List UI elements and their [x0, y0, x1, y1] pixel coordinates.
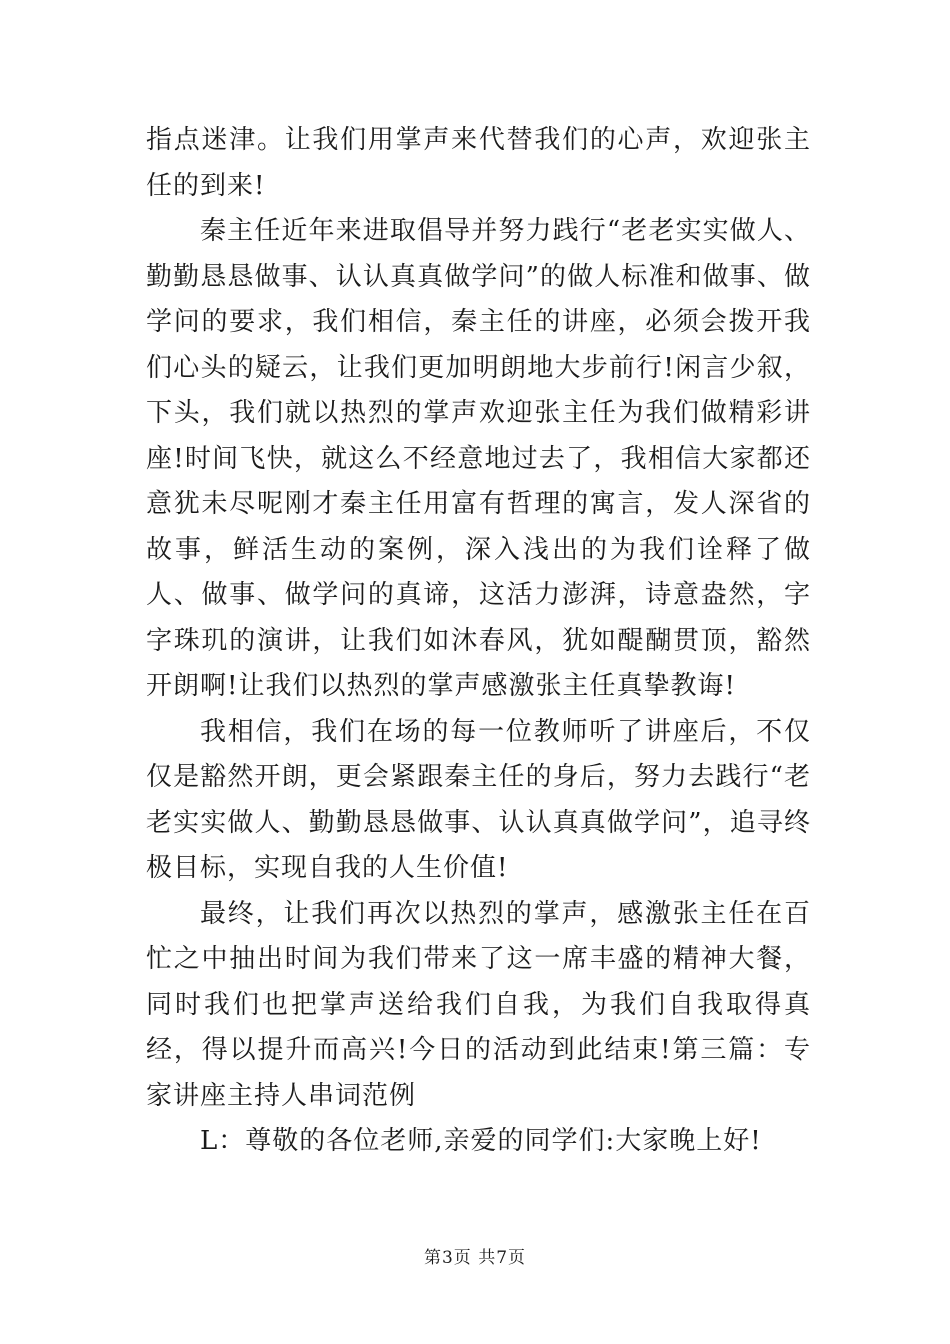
- document-body: [146, 118, 811, 1165]
- paragraph-4: 最终，让我们再次以热烈的掌声，感激张主任在百忙之中抽出时间为我们带来了这一席丰盛的精神大餐，同时我们也把掌声送给我们自我，为我们自我取得真经，得以提升而高兴!今日的活动到此结束!第三篇：专家讲座主持人串词范例: [146, 898, 811, 1111]
- paragraph-2: 秦主任近年来进取倡导并努力践行“老老实实做人、勤勤恳恳做事、认认真真做学问”的做人标准和做事、做学问的要求，我们相信，秦主任的讲座，必须会拨开我们心头的疑云，让我们更加明朗地大步前行!闲言少叙，下头，我们就以热烈的掌声欢迎张主任为我们做精彩讲座!时间飞快，就这么不经意地过去了，我相信大家都还意犹未尽呢刚才秦主任用富有哲理的寓言，发人深省的故事，鲜活生动的案例，深入浅出的为我们诠释了做人、做事、做学问的真谛，这活力澎湃，诗意盎然，字字珠玑的演讲，让我们如沐春风，犹如醍醐贯顶，豁然开朗啊!让我们以热烈的掌声感激张主任真挚教诲!: [146, 216, 811, 701]
- paragraph-1: 指点迷津。让我们用掌声来代替我们的心声，欢迎张主任的到来!: [146, 125, 811, 201]
- paragraph-3: 我相信，我们在场的每一位教师听了讲座后，不仅仅是豁然开朗，更会紧跟秦主任的身后，努力去践行“老老实实做人、勤勤恳恳做事、认认真真做学问”，追寻终极目标，实现自我的人生价值!: [146, 716, 811, 883]
- page-number-footer: 第3页 共7页: [423, 1248, 527, 1268]
- paragraph-5: L：尊敬的各位老师,亲爱的同学们:大家晚上好!: [200, 1126, 762, 1156]
